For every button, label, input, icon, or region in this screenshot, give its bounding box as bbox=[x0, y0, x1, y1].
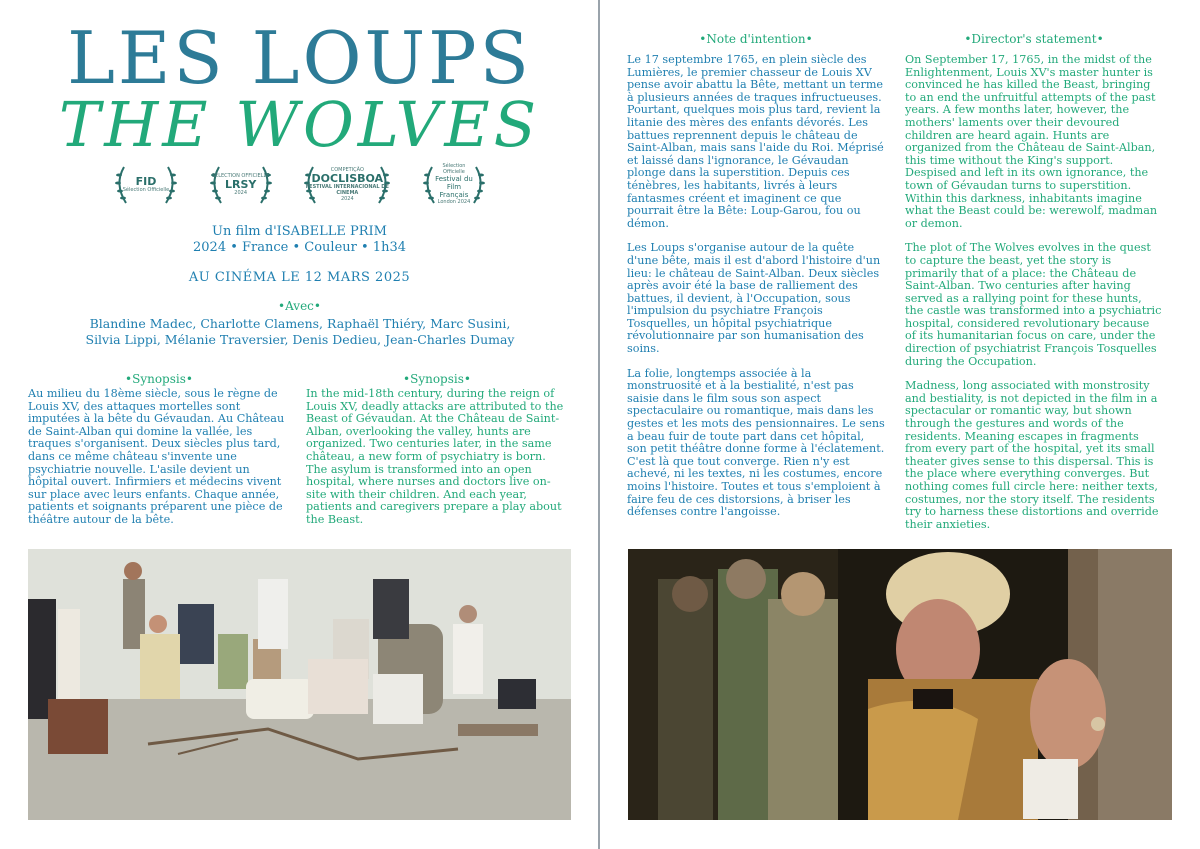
release-date: AU CINÉMA LE 12 MARS 2025 bbox=[188, 270, 411, 285]
directors-statement-english bbox=[905, 32, 1163, 543]
note-paragraph: La folie, longtemps associée à la monstruosité et à la bestialité, n'est pas saisie dans le film sous son aspect spectaculaire ou romantique, mais dans les gestes et les mots des pensionnaires. Le sens a beau fuir de toute part dans cet hôpital, son petit théâtre donne forme à l'éclatement. C'est là que tout converge. Rien n'y est achevé, ni les textes, ni les costumes, encore moins l'histoire. Toutes et tous s'emploient à faire feu de ces distorsions, à briser les défenses contre l'angoisse. bbox=[627, 366, 885, 519]
synopsis-french bbox=[28, 372, 290, 527]
laurel-line: Sélection Officielle bbox=[122, 186, 170, 193]
laurel-festival-film-francais bbox=[418, 159, 490, 209]
director-credit: Un film d'ISABELLE PRIM bbox=[212, 224, 387, 239]
note-heading: •Director's statement• bbox=[964, 32, 1104, 46]
cast-line: Silvia Lippi, Mélanie Traversier, Denis Dedieu, Jean-Charles Dumay bbox=[85, 332, 515, 347]
note-paragraph: On September 17, 1765, in the midst of the Enlightenment, Louis XV's master hunter is convinced he has killed the Beast, bringing to an end the unfruitful attempts of the past years. A few months later, however, the mothers' laments over their devoured children are heard again. Hunts are organized from the Château de Saint-Alban, this time without the King's support. Despised and left in its own ignorance, the town of Gévaudan turns to superstition. Within this darkness, inhabitants imagine what the Beast could be: werewolf, madman or demon. bbox=[905, 53, 1158, 230]
film-still-costumed-actor bbox=[628, 549, 1172, 820]
note-paragraph: Le 17 septembre 1765, en plein siècle des Lumières, le premier chasseur de Louis XV pense avoir abattu la Bête, mettant un terme à plusieurs années de traques infructueuses. Pourtant, quelques mois plus tard, revient la litanie des mères des enfants dévorés. Les battues reprennent depuis le château de Saint-Alban, mais sans l'aide du Roi. Méprisé et laissé dans l'ignorance, le Gévaudan plonge dans la superstition. Depuis ces ténèbres, les habitants, livrés à leurs fantasmes créent et imaginent ce que pourrait être la Bête: Loup-Garou, fou ou démon. bbox=[627, 53, 884, 230]
cast-line: Blandine Madec, Charlotte Clamens, Raphaël Thiéry, Marc Susini, bbox=[89, 316, 511, 331]
laurel-line: FESTIVAL INTERNACIONAL DE CINEMA bbox=[305, 183, 389, 196]
laurel-name: DOCLISBOA bbox=[311, 171, 384, 185]
film-credits bbox=[0, 224, 599, 256]
note-heading: •Note d'intention• bbox=[699, 32, 813, 46]
title-english: THE WOLVES bbox=[58, 88, 541, 161]
left-page bbox=[0, 0, 599, 849]
cast-list bbox=[70, 316, 530, 348]
note-paragraph: The plot of The Wolves evolves in the quest to capture the beast, yet the story is primarily that of a place: the Château de Saint-Alban. Two centuries after having served as a rallying point for these hunts, the castle was transformed into a psychiatric hospital, considered revolutionary because of its humanitarian focus on care, under the direction of psychiatrist François Tosquelles during the Occupation. bbox=[905, 241, 1162, 368]
laurel-lrsy bbox=[205, 159, 277, 209]
laurel-line: London 2024 bbox=[437, 199, 471, 205]
cast-heading: •Avec• bbox=[278, 299, 321, 313]
note-intention-french bbox=[627, 32, 885, 531]
laurel-name: FID bbox=[135, 174, 157, 188]
page-gutter bbox=[598, 0, 600, 849]
title-french: LES LOUPS bbox=[67, 16, 532, 100]
synopsis-english bbox=[306, 372, 568, 527]
laurel-doclisboa bbox=[299, 159, 395, 209]
note-paragraph: Les Loups s'organise autour de la quête d'une bête, mais il est d'abord l'histoire d'un lieu: le château de Saint-Alban. Deux siècles après avoir été la base de ralliement des battues, il devient, à l'Occupation, sous l'impulsion du psychiatre François Tosquelles, un hôpital psychiatrique révolutionnaire par son humanisation des soins. bbox=[627, 241, 881, 356]
laurel-line: SÉLECTION OFFICIELLE bbox=[211, 172, 270, 179]
synopsis-text: In the mid-18th century, during the reign of Louis XV, deadly attacks are attributed to the Beast of Gévaudan. At the Château de Saint-Alban, overlooking the valley, hunts are organized. Two centuries later, in the same château, a new form of psychiatry is born. The asylum is transformed into an open hospital, where nurses and doctors live on-site with their children. And each year, patients and caregivers prepare a play about the Beast. bbox=[306, 387, 564, 526]
laurel-line: Sélection Officielle bbox=[442, 163, 466, 175]
synopsis-text: Au milieu du 18ème siècle, sous le règne de Louis XV, des attaques mortelles sont imputées à la bête du Gévaudan. Au Château de Saint-Alban qui domine la vallée, les traques s'organisent. Deux siècles plus tard, dans ce même château s'invente une psychiatrie nouvelle. L'asile devient un hôpital ouvert. Infirmiers et médecins vivent sur place avec leurs enfants. Chaque année, patients et soignants préparent une pièce de théâtre autour de la bête. bbox=[28, 387, 285, 526]
right-page bbox=[601, 0, 1200, 849]
synopsis-heading: •Synopsis• bbox=[125, 372, 193, 386]
laurel-name: Festival du Film Français bbox=[435, 175, 473, 199]
note-paragraph: Madness, long associated with monstrosity and bestiality, is not depicted in the film in a spectacular or romantic way, but shown through the gestures and words of the residents. Meaning escapes in fragments from every part of the hospital, yet its small theater gives sense to this dispersal. This is the place where everything converges. But nothing comes full circle here: neither texts, costumes, nor the story itself. The residents try to harness these distortions and override their anxieties. bbox=[905, 379, 1159, 531]
laurel-line: COMPETIÇÃO bbox=[330, 166, 364, 173]
film-still-group-scene bbox=[28, 549, 571, 820]
festival-laurels bbox=[110, 158, 490, 210]
laurel-fid bbox=[110, 159, 182, 209]
laurel-name: LRSY bbox=[224, 177, 257, 191]
laurel-line: 2024 bbox=[234, 189, 248, 196]
film-details: 2024 • France • Couleur • 1h34 bbox=[193, 240, 406, 255]
synopsis-heading: •Synopsis• bbox=[403, 372, 471, 386]
laurel-line: 2024 bbox=[340, 195, 354, 202]
